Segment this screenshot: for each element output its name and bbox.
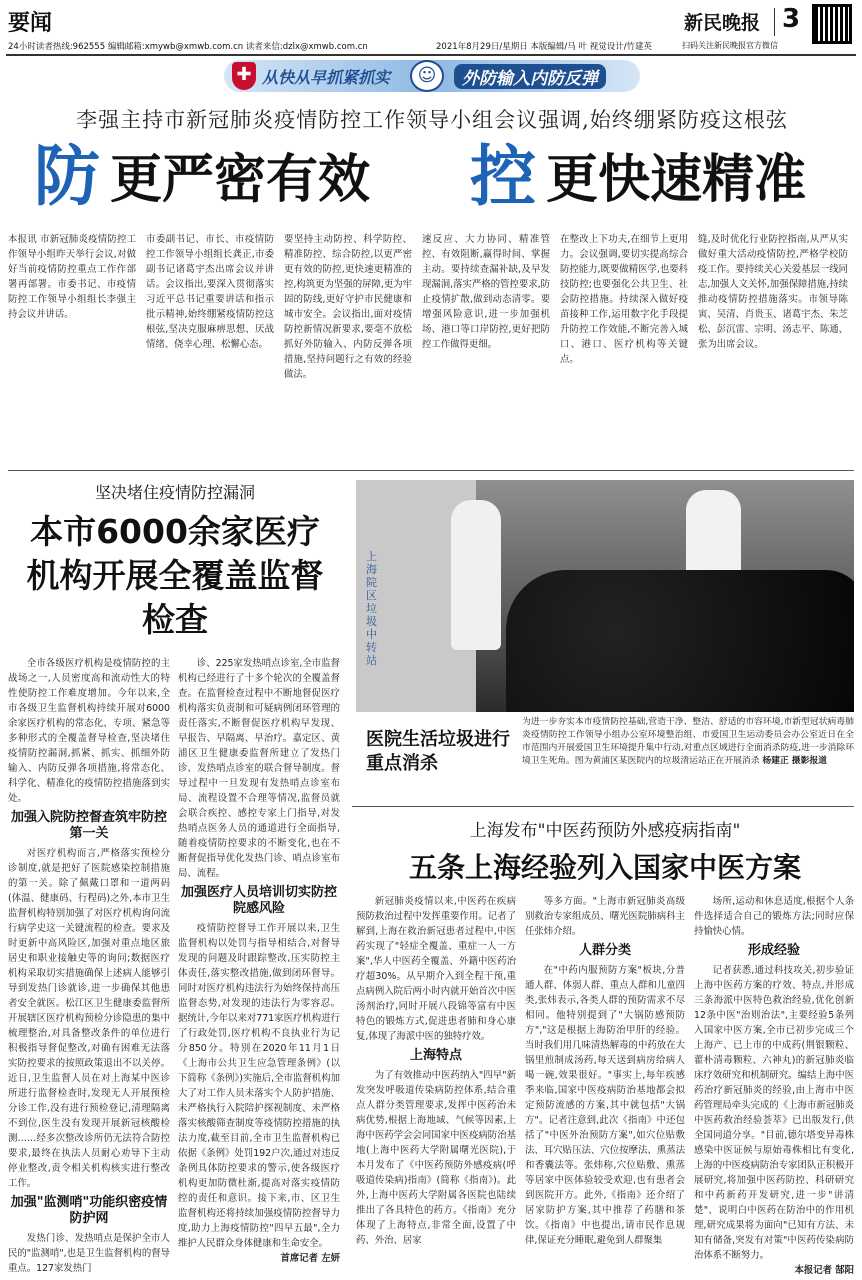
story2-title: 五条上海经验列入国家中医方案	[408, 851, 801, 884]
lead-col-4: 速反应、大力协同、精准管控、有效阻断,赢得时间、掌握主动。要持续查漏补缺,及早发现漏洞,落实严格的管控要求,防止疫情扩散,做到动态清零。要增强风险意识,进一步加强机场、港口等口岸防控,更好把防控工作做得更细。	[422, 234, 550, 350]
photo-sign: 上海院区垃圾中转站	[366, 550, 377, 667]
story1-kicker: 坚决堵住疫情防控漏洞	[94, 483, 255, 502]
banner-part1: 从快从早抓紧抓实	[262, 68, 391, 87]
lead-col-1: 本报讯 市新冠肺炎疫情防控工作领导小组昨天举行会议,对做好当前疫情防控重点工作作部署再部署。市委书记、市疫情防控工作领导小组组长李强主持会议并讲话。	[8, 234, 136, 320]
lead-col-2: 市委副书记、市长、市疫情防控工作领导小组组长龚正,市委副书记诸葛宇杰出席会议并讲话。会议指出,要深入贯彻落实习近平总书记重要讲话和指示批示精神,始终绷紧疫情防控这根弦,坚决克服麻痹思想、厌战情绪、侥幸心理、松懈心态。	[146, 234, 274, 350]
story1-byline: 首席记者 左妍	[280, 1253, 340, 1264]
paper-name: 新民晚报	[684, 12, 761, 34]
hotline-text: 24小时读者热线:962555 编辑邮箱:xmywb@xmwb.com.cn 读者来信:dzlx@xmwb.com.cn	[8, 42, 368, 52]
page-number: 3	[782, 4, 801, 34]
qr-code-icon[interactable]	[812, 4, 852, 44]
lead-col-3: 要坚持主动防控、科学防控、精准防控、综合防控,以更严密更有效的防控,更快速更精准的控,构筑更为坚强的屏障,更为牢固的防线,更好守护市民健康和城市安全。会议指出,面对疫情防控新情况新要求,要毫不放松抓好外防输入、内防反弹各项措施,坚持问题行之有效的经验做法。	[284, 234, 412, 380]
story1-sub1: 加强入院防控督查筑牢防控第一关	[10, 810, 167, 841]
doctor-icon: ☺	[410, 60, 444, 92]
masthead	[6, 4, 856, 56]
issue-text: 2021年8月29日/星期日 本版编辑/马 叶 视觉设计/竹建英	[436, 42, 653, 52]
story1-title: 本市6000余家医疗机构开展全覆盖监督检查	[26, 512, 324, 639]
shield-icon: ✚	[232, 62, 256, 90]
photo-title: 医院生活垃圾进行重点消杀	[366, 729, 510, 774]
qr-hint: 扫码关注新民晚报官方微信	[682, 41, 778, 50]
photo-caption: 为进一步夯实本市疫情防控基础,营造干净、整洁、舒适的市容环境,市新型冠状病毒肺炎疫情防控工作领导小组办公室环境整治组、市爱国卫生运动委员会办公室近日在全市范围内开展爱国卫生环境提升集中行动,对重点区域进行全面消杀防疫,进一步消除环境卫生死角。图为黄浦区某医院内的垃圾清运站正在开展消杀 杨建正 摄影报道	[522, 717, 854, 766]
lead-col-6: 缝,及时优化行业防控指南,从严从实做好重大活动疫情防控,严格学校防疫工作。要持续关心关爱基层一线同志,加强人文关怀,加强保障措施,持续推动疫情防控措施落实。市领导陈寅、吴清、肖贵玉、诸葛宇杰、朱芝松、彭沉雷、宗明、汤志平、陈通、张为出席会议。	[698, 234, 848, 350]
story2-sub3: 形成经验	[747, 943, 800, 958]
photo-credit: 杨建正 摄影报道	[762, 756, 827, 766]
story1-sub3: 加强医疗人员培训切实防控院感风险	[180, 885, 337, 916]
lead-big2: 控	[470, 137, 536, 215]
lead-big1: 防	[34, 137, 100, 215]
story2-col2: 等多方面。"上海市新冠肺炎高级别救治专家组成员、曙光医院肺病科主任张炜介绍。 人群分类 在"中药内服预防方案"板块,分普通人群、体弱人群、重点人群和儿童四类,张炜表示,各类人群的预防需求不尽相同。他特别提到了"大锅防感预防方","这是根据上海防治甲肝的经验。当时我们用几味清热解毒的中药放在大锅里煎制成汤药,每天送到病房给病人喝一碗,效果很好。"事实上,每年疾感季来临,国家中医疫病防治基地都会拟定预防流感的方案,其中就包括"大锅方"。记者注意到,此次《指南》中还包括了"中医外治预防方案",如穴位贴敷法、耳穴贴压法、穴位按摩法、熏蒸法和香囊法等。张炜称,穴位贴敷、熏蒸等居家中医体验较受欢迎,也有患者会到医院开方。此外,《指南》还介绍了居家防护方案,其中推荐了药膳和茶饮。《指南》中也提出,请市民作息规律,保证充分睡眠,避免到人群聚集	[525, 896, 685, 1246]
story1-sub2: 加强"监测哨"功能织密疫情防护网	[10, 1195, 168, 1226]
story2-kicker: 上海发布"中医药预防外感疫病指南"	[469, 821, 741, 841]
lead-title2: 更快速精准	[546, 150, 807, 210]
story2-sub1: 上海特点	[409, 1048, 462, 1063]
photo-garbage-disinfection	[356, 480, 854, 712]
story1-col1: 全市各级医疗机构是疫情防控的主战场之一,人员密度高和流动性大的特性使防控工作难度增加。今年以来,全市各级卫生监督机构持续开展对6000余家医疗机构的常态化、专项、紧急等多种形式的全覆盖督导检查,坚决堵住疫情防控漏洞,抓紧、抓实、抓细外防输入、内防反弹各项措施,将常态化、科学化、精准化的疫情防控措施落到实处。 加强入院防控督查筑牢防控第一关 对医疗机构而言,严格落实预检分诊制度,就是把好了医院感染控制措施的第一关。除了佩戴口罩和一道两码(体温、健康码、行程码)之外,本市卫生监督机构特别加强了对医疗机构询问流行病学史这一关键流程的检查。要求及时更新中高风险区,加强对重点地区旅居史和职业接触史等的询问;数据医疗机构采取切实措施确保上述病人能够引导到发热门诊就诊,进一步确保其他患者安全就医。松江区卫生健康委监督所开展辖区医疗机构预检分诊隐患的集中梳理整治,对具备整改条件的单位进行积极指导督促整改,对确有困难无法落实防控要求的按照政策退出不以关停。近日,卫生监督人员在对上海某中医诊所进行监督检查时,发现无人开展预检分诊工作,没有进行预检登记,清理隔离不到位,医生没有发现开展新冠核酸检测……经多次整改诊所仍无法符合防控要求,最终在执法人员耐心劝导下主动停业整改,责令相关机构核实进行整改工作。 加强"监测哨"功能织密疫情防护网 发热门诊、发热哨点是保护全市人民的"监测哨",也是卫生监督机构的督导重点。127家发热门	[8, 658, 170, 1274]
lead-title1: 更严密有效	[110, 150, 371, 210]
lead-kicker: 李强主持市新冠肺炎疫情防控工作领导小组会议强调,始终绷紧防疫这根弦	[76, 108, 788, 132]
lead-col-5: 在整改上下功夫,在细节上更用力。会议强调,要切实提高综合防控能力,既要做精医学,也要科技防控;也要强化公共卫生、社会防控措施。持续深入做好疫苗接种工作,运用数字化手段提升防控工作效能,不断完善入城口、港口、医疗机构等关键点。	[560, 234, 688, 365]
banner-part2: 外防输入内防反弹	[454, 64, 606, 89]
story1-col2: 诊、225家发热哨点诊室,全市监督机构已经进行了十多个轮次的全覆盖督查。在监督检查过程中不断地督促医疗机构落实负责制和可疑病例闭环管理的责任落实,不断督促医疗机构早发现、早报告、早隔离、早治疗。嘉定区、黄浦区卫生健康委监督所建立了发热门诊、发热哨点诊室的联合督导制度。督导过程中一旦发现有发热哨点诊室布局、流程设置不合理等情况,监督员就会联合疾控、感控专家上门指导,对发热哨点医务人员的通道进行全面指导,随着疫情防控要求的不断变化,也在不断督促指导优化发热门诊、哨点诊室布局、流程。 加强医疗人员培训切实防控院感风险 疫情防控督导工作开展以来,卫生监督机构以处罚与指导相结合,对督导发现的问题及时跟踪整改,压实防控主体责任,落实整改措施,做到闭环督导。同时对医疗机构违法行为始终保持高压监督态势,对发现的违法行为零容忍。据统计,今年以来对771家医疗机构进行了行政处罚,医疗机构不良执业行为记分850分。特别在2020年11月1日《上海市公共卫生应急管理条例》(以下简称《条例》)实施后,全市监督机构加大了对工作人员未落实个人防护措施、未严格执行入院陪护探视制度、未严格落实核酸筛查制度等疫情防控措施的执法力度,截至目前,全市卫生监督机构已依据《条例》处罚192户次,通过对违反条例具体防控要求的警示,使各级医疗机构更加防微杜渐,提高对落实疫情防控的责任和意识。接下来,市、区卫生监督机构还将持续加强疫情防控督导力度,助力上海疫情防控"四早五最",全力维护人民群众身体健康和生命安全。 首席记者 左妍	[178, 658, 340, 1264]
story2-col1: 新冠肺炎疫情以来,中医药在疾病预防救治过程中发挥重要作用。记者了解到,上海在救治新冠患者过程中,中医药实现了"轻症全覆盖、重症一人一方案",华人中医药全覆盖、外籍中医药治疗超30%。从早期介入到全程干预,重点病例入院后两小时内就开始首次中医汤剂治疗,同时开展八段锦等富有中医特色的锻炼方式,促进患者肺和身心康复,体现了海派中医的独特疗效。 上海特点 为了有效推动中医药纳入"四早"新发突发呼吸道传染病防控体系,结合重点人群分类管理要求,发挥中医药治未病优势,根据上海地域、气候等因素,上海中医药学会会同国家中医疫病防治基地(上海中医药大学附属曙光医院),于本月发布了《中医药预防外感疫病(呼吸道传染病)指南》(简称《指南》)。此外,上海中医药大学附属各医院也陆续推出了各具特色的药方。《指南》充分体现了上海特点,非常全面,设置了中药、外治、居家	[356, 896, 516, 1246]
story2-byline: 本报记者 郜阳	[794, 1265, 854, 1276]
story2-sub2: 人群分类	[578, 943, 631, 958]
section-label: 要闻	[8, 11, 53, 36]
story2-col3: 场所,运动和休息适度,根据个人条件选择适合自己的锻炼方法;同时应保持愉快心情。 形成经验 记者获悉,通过科技攻关,初步验证上海中医药方案的疗效、特点,并形成三条海派中医特色救治经验,优化创新12条中医"治则治法",主要经验5条列入国家中医方案,全市已初步完成三个上海产、已上市的中成药(荆银颗粒、藿朴清毒颗粒、六神丸)的新冠肺炎临床疗效研究和机制研究。编结上海中医药治疗新冠肺炎的经验,由上海市中医药管理局牵头完成的《上海市新冠肺炎中医药救治经验荟萃》已出版发行,供全国同道分享。"目前,德尔塔变异毒株感染中医证候与原始毒株相比有变化,上海的中医疫病防治专家团队正积极开展研究,将加强中医药防控、科研研究和中药新药开发研究,进一步"讲清楚"、说明白中医药在防治中的作用机理,研究成果将为面向"已知有方法、未知有储备,突发有对策"中医药传染病防治体系不断努力。 本报记者 郜阳	[694, 896, 854, 1276]
